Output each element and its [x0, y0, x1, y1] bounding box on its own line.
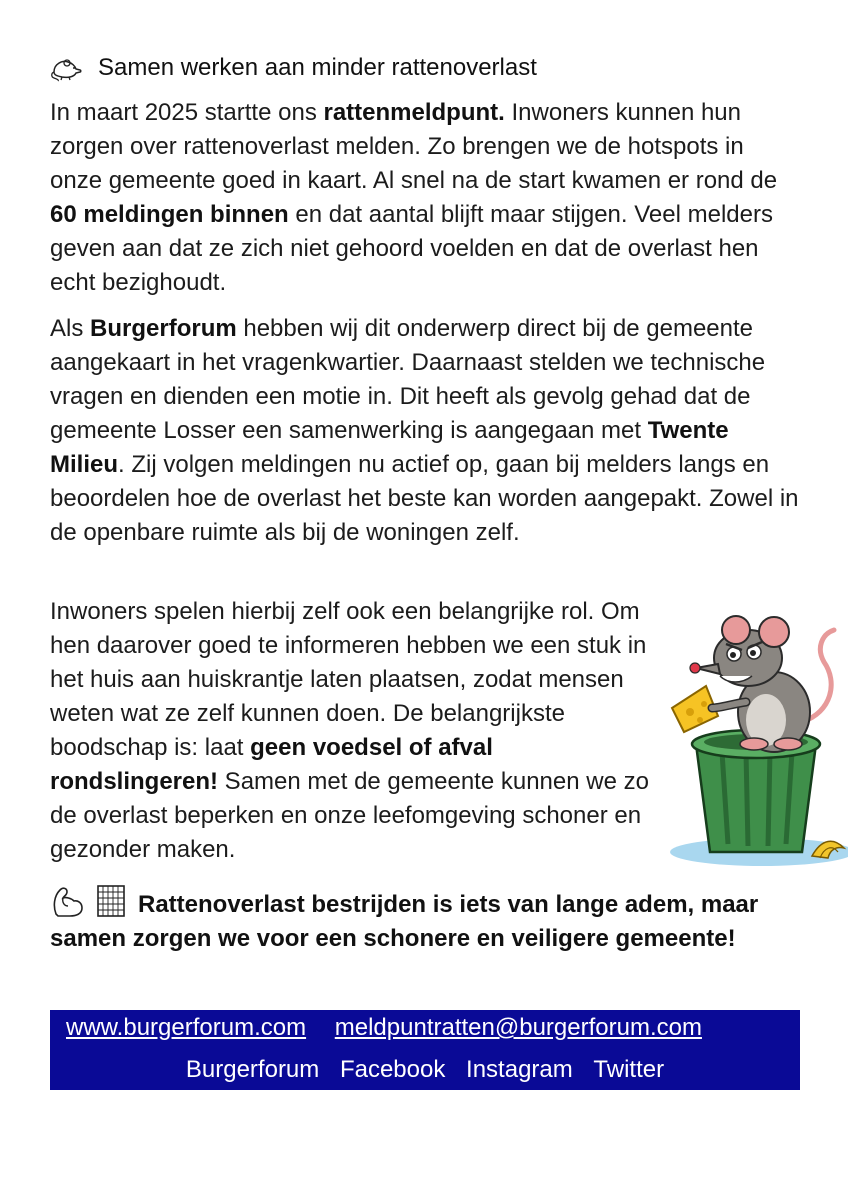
- closing-message: [50, 884, 802, 956]
- paragraph-burgerforum: [50, 312, 802, 550]
- email-link[interactable]: meldpuntratten@burgerforum.com: [334, 1014, 702, 1041]
- paragraph-text: Als: [50, 315, 91, 342]
- rat-icon: [50, 54, 84, 82]
- social-instagram[interactable]: Instagram: [466, 1056, 573, 1083]
- paragraph-text: Samen met de gemeente kunnen we zo de overlast beperken en onze leefomgeving schoner en gezonder maken.: [50, 768, 649, 863]
- flexed-biceps-icon: [50, 884, 86, 918]
- paragraph-intro: [50, 96, 802, 300]
- brick-icon: [94, 884, 130, 918]
- social-burgerforum[interactable]: Burgerforum: [185, 1056, 320, 1083]
- highlight-meldingen: 60 meldingen binnen: [50, 201, 289, 228]
- highlight-rattenmeldpunt: rattenmeldpunt.: [323, 99, 505, 126]
- social-facebook[interactable]: Facebook: [339, 1056, 446, 1083]
- social-twitter[interactable]: Twitter: [593, 1056, 665, 1083]
- paragraph-inwoners: [50, 595, 660, 867]
- closing-text: Rattenoverlast bestrijden is iets van lange adem, maar samen zorgen we voor een schonere en veiligere gemeente!: [50, 891, 759, 952]
- footer-links: [66, 1014, 724, 1042]
- heading-title: Samen werken aan minder rattenoverlast: [98, 54, 537, 81]
- paragraph-text: . Zij volgen meldingen nu actief op, gaan bij melders langs en beoordelen hoe de overlast het beste kan worden aangepakt. Zowel in de openbare ruimte als bij de woningen zelf.: [50, 451, 799, 546]
- highlight-twente-milieu: Twente Milieu: [50, 417, 729, 478]
- rat-on-trashcan-illustration: [662, 612, 848, 872]
- paragraph-text: In maart 2025 startte ons: [50, 99, 324, 126]
- paragraph-text: hebben wij dit onderwerp direct bij de gemeente aangekaart in het vragenkwartier. Daarnaast stelden we technische vragen en dienden een motie in. Dit heeft als gevolg gehad dat de gemeente Losser een samenwerking is aangegaan met: [50, 315, 766, 444]
- footer-bar: [50, 1010, 800, 1090]
- website-link[interactable]: www.burgerforum.com: [66, 1014, 307, 1041]
- paragraph-text: Inwoners spelen hierbij zelf ook een belangrijke rol. Om hen daarover goed te informeren hebben we een stuk in het huis aan huiskrantje laten plaatsen, zodat mensen weten wat ze zelf kunnen doen. De belangrijkste boodschap is: laat: [50, 598, 647, 761]
- highlight-burgerforum: Burgerforum: [90, 315, 237, 342]
- paragraph-text: Inwoners kunnen hun zorgen over rattenoverlast melden. Zo brengen we de hotspots in onze gemeente goed in kaart. Al snel na de start kwamen er rond de: [50, 99, 778, 194]
- section-heading: [50, 50, 537, 86]
- footer-socials: [50, 1056, 800, 1084]
- paragraph-text: en dat aantal blijft maar stijgen. Veel melders geven aan dat ze zich niet gehoord voelden en dat de overlast hen echt bezighoudt.: [50, 201, 773, 296]
- highlight-geen-voedsel: geen voedsel of afval rondslingeren!: [50, 734, 493, 795]
